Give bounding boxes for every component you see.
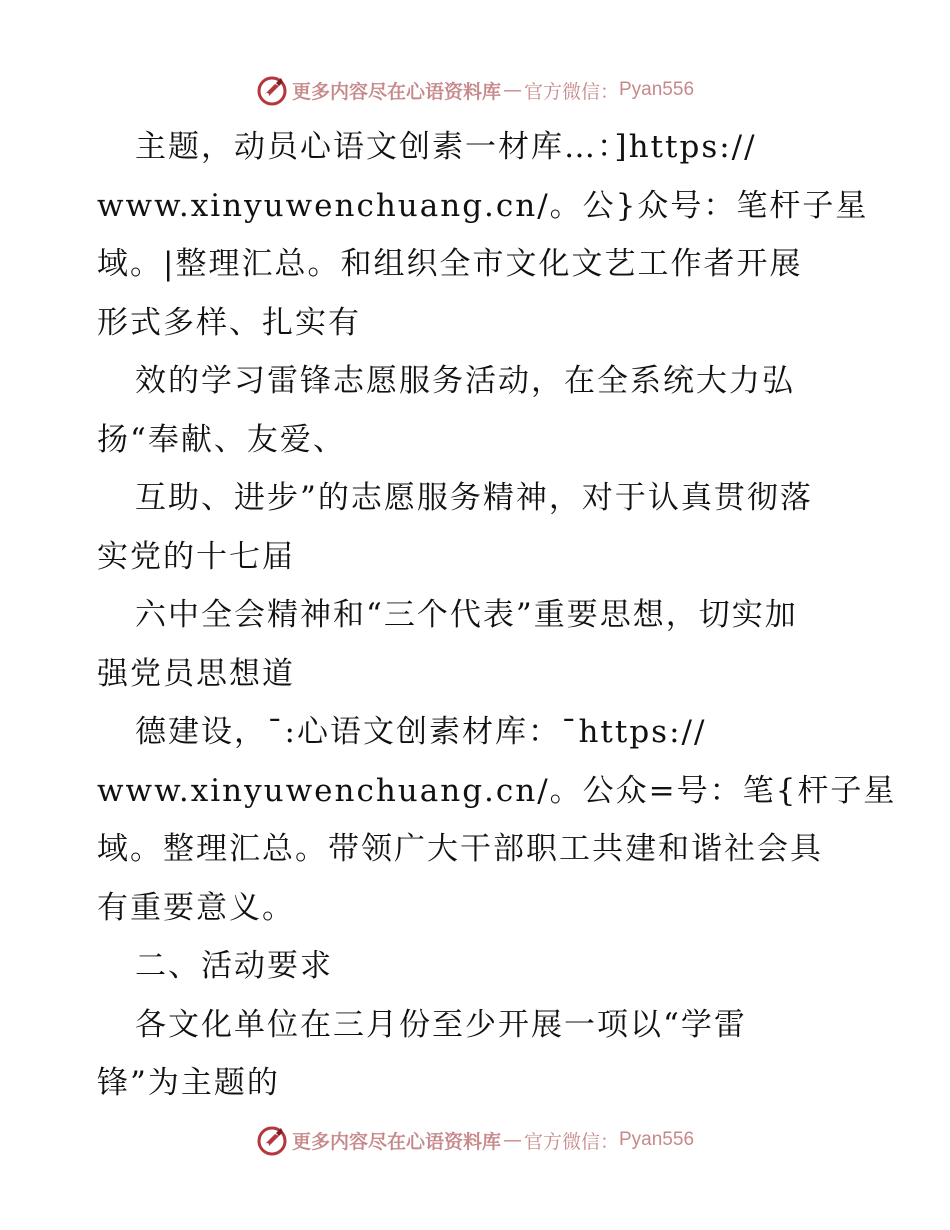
document-body xyxy=(97,118,897,1113)
banner-text-sub: 官方微信： xyxy=(523,1130,619,1153)
banner-text-main: 更多内容尽在心语资料库 xyxy=(291,80,501,103)
body-line: 各文化单位在三月份至少开展一项以“学雷 xyxy=(135,1006,747,1043)
body-line: 六中全会精神和“三个代表”重要思想，切实加 xyxy=(135,597,798,633)
body-line: 锋”为主题的 xyxy=(97,1065,280,1101)
body-line: 有重要意义。 xyxy=(97,889,295,926)
footer-banner xyxy=(0,1120,950,1160)
banner-wechat-id: Pyan556 xyxy=(619,79,695,100)
banner-text-main: 更多内容尽在心语资料库 xyxy=(291,1130,501,1153)
body-line: 域。整理汇总。带领广大干部职工共建和谐社会具 xyxy=(97,831,823,867)
body-line: 强党员思想道 xyxy=(97,655,295,692)
section-heading: 二、活动要求 xyxy=(135,948,333,984)
body-line: www.xinyuwenchuang.cn/。公}众号：笔杆子星 xyxy=(97,187,869,224)
banner-dash: — xyxy=(502,79,522,101)
body-line: 域。|整理汇总。和组织全市文化文艺工作者开展 xyxy=(97,246,803,282)
body-line: 互助、进步”的志愿服务精神，对于认真贯彻落 xyxy=(135,480,813,516)
banner-wechat-id: Pyan556 xyxy=(619,1129,695,1150)
body-line: 扬“奉献、友爱、 xyxy=(97,421,346,458)
banner-text-sub: 官方微信： xyxy=(523,80,619,103)
body-line: 德建设，¯:心语文创素材库：¯https:// xyxy=(135,714,707,750)
body-line: 主题，动员心语文创素一材库…：]https:// xyxy=(135,129,757,165)
body-line: www.xinyuwenchuang.cn/。公众=号：笔{杆子星 xyxy=(97,772,897,809)
body-line: 实党的十七届 xyxy=(97,538,295,575)
header-banner xyxy=(0,70,950,110)
pen-logo-icon xyxy=(256,74,288,106)
pen-logo-icon xyxy=(256,1124,288,1156)
banner-dash: — xyxy=(502,1129,522,1151)
body-line: 形式多样、扎实有 xyxy=(97,304,361,341)
body-line: 效的学习雷锋志愿服务活动，在全系统大力弘 xyxy=(135,363,795,399)
